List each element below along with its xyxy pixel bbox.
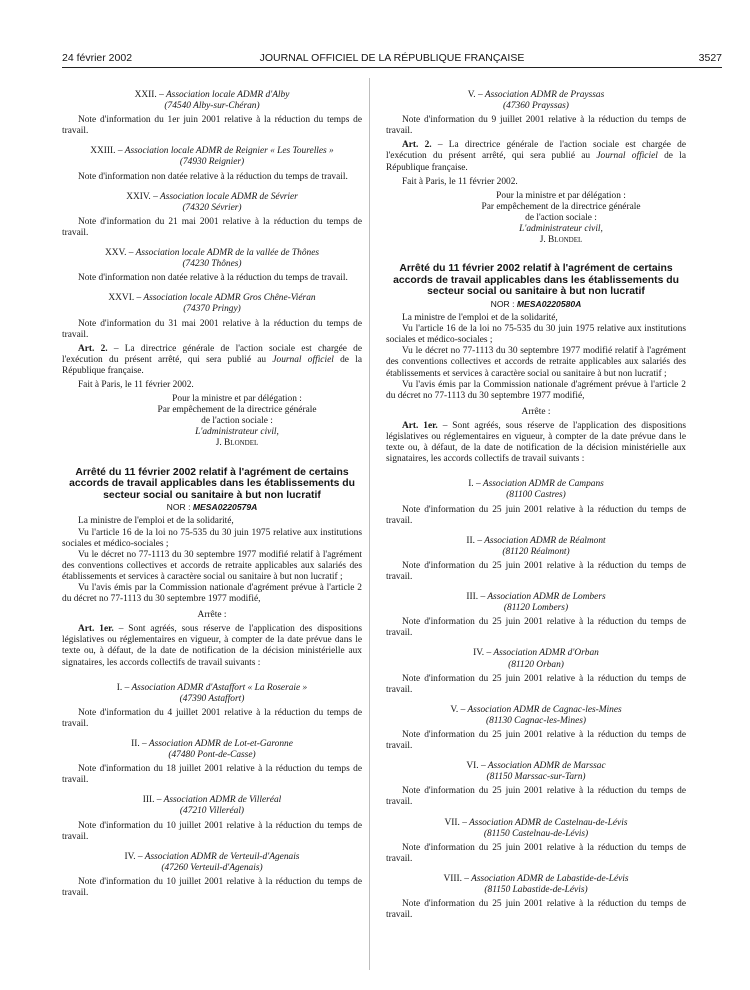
entry-heading: V. – Association ADMR de Cagnac-les-Mines	[450, 704, 622, 715]
entry-heading: I. – Association ADMR de Campans	[468, 479, 604, 490]
entry	[62, 739, 362, 786]
entry-note: Note d'information du 25 juin 2001 relative à la réduction du temps de travail.	[386, 899, 686, 921]
entry-place: (81130 Cagnac-les-Mines)	[485, 715, 587, 726]
entry	[386, 874, 686, 921]
entry-heading: III. – Association ADMR de Villeréal	[142, 795, 282, 806]
entry-place: (81120 Réalmont)	[502, 546, 570, 557]
entry-heading: III. – Association ADMR de Lombers	[466, 592, 606, 603]
entry	[386, 90, 686, 137]
entry	[62, 192, 362, 239]
entry	[62, 146, 362, 182]
article-2: Art. 2. – La directrice générale de l'action sociale est chargée de l'exécution du présent arrêté, qui sera publié au Journal officiel de la République française.	[62, 343, 362, 376]
entry-place: (74320 Sévrier)	[182, 202, 242, 213]
entry-place: (74230 Thônes)	[182, 259, 242, 270]
entry-place: (81150 Castelnau-de-Lévis)	[483, 828, 589, 839]
entry-heading: II. – Association ADMR de Lot-et-Garonne	[131, 739, 293, 749]
entry-note: Note d'information du 10 juillet 2001 relative à la réduction du temps de travail.	[62, 820, 362, 842]
header-page-number: 3527	[698, 52, 722, 64]
entry-place: (81100 Castres)	[506, 490, 566, 501]
entry-heading: I. – Association ADMR d'Astaffort « La Roseraie »	[116, 682, 308, 693]
header-title: JOURNAL OFFICIEL DE LA RÉPUBLIQUE FRANÇAISE	[259, 52, 525, 64]
decree-paragraph: Vu le décret no 77-1113 du 30 septembre 1977 modifié relatif à l'agrément des conventions collectives et accords de retraite applicables aux salariés des établissements et services à caractère social ou sanitaire à but non lucratif ;	[386, 346, 686, 379]
entry-place: (74540 Alby-sur-Chéran)	[164, 101, 260, 112]
entry-heading: XXIII. – Association locale ADMR de Reignier « Les Tourelles »	[90, 146, 334, 157]
decree-paragraph: Vu l'article 16 de la loi no 75-535 du 30 juin 1975 relative aux institutions sociales et médico-sociales ;	[386, 324, 686, 346]
entry	[62, 90, 362, 137]
entry	[386, 761, 686, 808]
entry-place: (74930 Reignier)	[179, 157, 245, 168]
nor-reference: NOR : MESA0220580A	[490, 299, 582, 309]
entry-note: Note d'information non datée relative à la réduction du temps de travail.	[77, 273, 348, 284]
fait-a-paris: Fait à Paris, le 11 février 2002.	[401, 176, 518, 187]
entry-note: Note d'information du 31 mai 2001 relative à la réduction du temps de travail.	[62, 318, 362, 340]
entry-place: (47260 Verteuil-d'Agenais)	[161, 862, 263, 873]
entry	[386, 648, 686, 695]
column-divider	[369, 78, 370, 970]
entry-place: (47360 Prayssas)	[503, 101, 569, 112]
entry	[386, 536, 686, 583]
arrete-label: Arrête :	[521, 406, 551, 417]
entry-note: Note d'information du 9 juillet 2001 relative à la réduction du temps de travail.	[386, 115, 686, 137]
entry-heading: V. – Association ADMR de Prayssas	[467, 90, 605, 100]
nor-reference: NOR : MESA0220579A	[166, 502, 258, 513]
entry-place: (47390 Astaffort)	[179, 693, 245, 704]
entry-note: Note d'information du 25 juin 2001 relative à la réduction du temps de travail.	[386, 786, 686, 808]
left-column	[62, 90, 362, 899]
entry	[386, 818, 686, 865]
signatory-name: J. Blondel	[215, 438, 259, 449]
header-date: 24 février 2002	[62, 52, 133, 64]
entry-place: (81120 Orban)	[508, 659, 564, 670]
entry-note: Note d'information du 25 juin 2001 relative à la réduction du temps de travail.	[386, 617, 686, 639]
decree-paragraph: Vu l'avis émis par la Commission nationale d'agrément prévue à l'article 2 du décret no 77-1113 du 30 septembre 1977 modifié,	[62, 582, 362, 605]
entry	[62, 293, 362, 340]
entry	[386, 479, 686, 526]
signatory-name: J. Blondel	[539, 235, 583, 246]
entry-note: Note d'information du 1er juin 2001 relative à la réduction du temps de travail.	[62, 115, 362, 137]
entry-place: (81120 Lombers)	[503, 603, 569, 614]
header-rule	[62, 67, 722, 68]
entry-heading: XXVI. – Association locale ADMR Gros Chêne-Viéran	[108, 293, 316, 304]
entry-heading: II. – Association ADMR de Réalmont	[466, 535, 606, 546]
entry-heading: IV. – Association ADMR de Verteuil-d'Agenais	[124, 851, 300, 862]
entry-note: Note d'information du 4 juillet 2001 relative à la réduction du temps de travail.	[62, 707, 362, 729]
entry-note: Note d'information non datée relative à la réduction du temps de travail.	[77, 171, 348, 182]
entry-place: (47480 Pont-de-Casse)	[168, 750, 256, 761]
entry-heading: VII. – Association ADMR de Castelnau-de-Lévis	[444, 817, 628, 828]
decree-paragraph: Vu le décret no 77-1113 du 30 septembre 1977 modifié relatif à l'agrément des conventions collectives et accords de retraite applicables aux salariés des établissements et services à caractère social ou sanitaire à but non lucratif ;	[62, 549, 362, 582]
entry	[386, 705, 686, 752]
entry-place: (81150 Labastide-de-Lévis)	[484, 885, 588, 896]
entry-note: Note d'information du 25 juin 2001 relative à la réduction du temps de travail.	[386, 504, 686, 526]
decree-title: Arrêté du 11 février 2002 relatif à l'agrément de certains accords de travail applicables dans les établissements du secteur social ou sanitaire à but non lucratif	[393, 263, 679, 298]
entry	[386, 592, 686, 639]
entry-place: (81150 Marssac-sur-Tarn)	[486, 772, 586, 783]
entry	[62, 795, 362, 842]
article-1: Art. 1er. – Sont agréés, sous réserve de l'application des dispositions législatives ou réglementaires en vigueur, à compter de la date prévue dans le texte ou, à défaut, de la date de notification de la décision ministérielle aux signataires, les accords collectifs de travail suivants :	[386, 420, 687, 465]
entry-place: (47210 Villeréal)	[179, 806, 245, 817]
fait-a-paris: Fait à Paris, le 11 février 2002.	[77, 379, 194, 390]
entry-note: Note d'information du 21 mai 2001 relative à la réduction du temps de travail.	[62, 216, 362, 238]
entry-heading: IV. – Association ADMR d'Orban	[473, 648, 599, 659]
entry-heading: VIII. – Association ADMR de Labastide-de-Lévis	[443, 873, 629, 884]
signature-block: Pour la ministre et par délégation : Par empêchement de la directrice générale de l'action sociale : L'administrateur civil, J. Blondel	[386, 191, 686, 246]
entry-note: Note d'information du 25 juin 2001 relative à la réduction du temps de travail.	[386, 560, 686, 582]
entry	[62, 683, 362, 730]
entry-place: (74370 Pringy)	[183, 304, 241, 315]
signature-block: Pour la ministre et par délégation : Par empêchement de la directrice générale de l'action sociale : L'administrateur civil, J. Blondel	[62, 394, 362, 449]
article-2: Art. 2. – La directrice générale de l'action sociale est chargée de l'exécution du présent arrêté, qui sera publié au Journal officiel de la République française.	[386, 140, 686, 173]
decree-paragraph: Vu l'avis émis par la Commission nationale d'agrément prévue à l'article 2 du décret no 77-1113 du 30 septembre 1977 modifié,	[386, 379, 686, 401]
entry	[62, 852, 362, 899]
entry-heading: VI. – Association ADMR de Marssac	[466, 761, 606, 772]
entry-note: Note d'information du 25 juin 2001 relative à la réduction du temps de travail.	[386, 730, 686, 752]
decree-paragraph: Vu l'article 16 de la loi no 75-535 du 30 juin 1975 relative aux institutions sociales et médico-sociales ;	[62, 527, 362, 549]
arrete-label: Arrête :	[197, 610, 227, 621]
entry-heading: XXII. – Association locale ADMR d'Alby	[134, 90, 290, 100]
entry-heading: XXV. – Association locale ADMR de la vallée de Thônes	[104, 248, 320, 259]
entry-note: Note d'information du 25 juin 2001 relative à la réduction du temps de travail.	[386, 673, 686, 695]
entry	[62, 248, 362, 284]
entry-heading: XXIV. – Association locale ADMR de Sévrier	[126, 191, 298, 202]
decree-title: Arrêté du 11 février 2002 relatif à l'agrément de certains accords de travail applicables dans les établissements du secteur social ou sanitaire à but non lucratif	[69, 466, 355, 501]
right-column	[386, 90, 686, 921]
decree-paragraph: La ministre de l'emploi et de la solidarité,	[77, 516, 234, 527]
entry-note: Note d'information du 10 juillet 2001 relative à la réduction du temps de travail.	[62, 876, 362, 899]
page-header	[62, 52, 722, 68]
decree-paragraph: La ministre de l'emploi et de la solidarité,	[401, 313, 558, 324]
article-1: Art. 1er. – Sont agréés, sous réserve de l'application des dispositions législatives ou réglementaires en vigueur, à compter de la date prévue dans le texte ou, à défaut, de la date de notification de la décision ministérielle aux signataires, les accords collectifs de travail suivants :	[62, 624, 363, 668]
entry-note: Note d'information du 18 juillet 2001 relative à la réduction du temps de travail.	[62, 764, 362, 786]
entry-note: Note d'information du 25 juin 2001 relative à la réduction du temps de travail.	[386, 842, 686, 864]
